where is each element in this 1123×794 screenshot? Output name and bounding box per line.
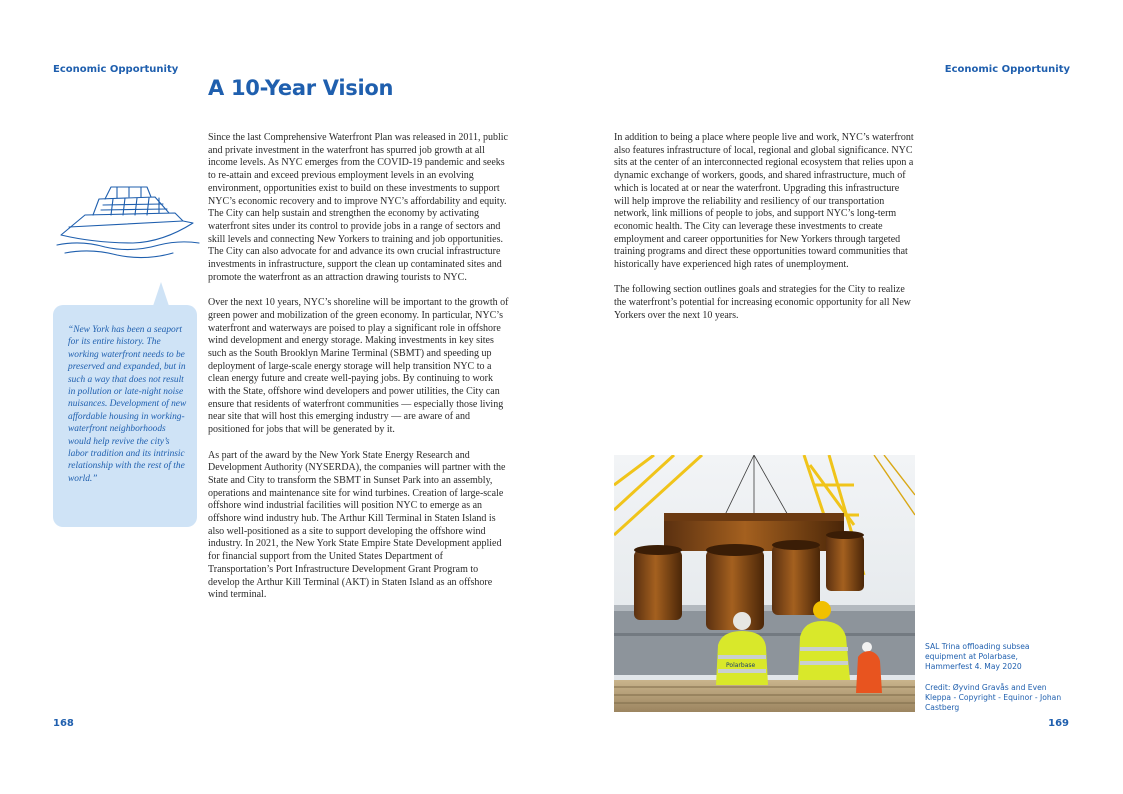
left-text-column xyxy=(208,132,510,615)
boat-illustration xyxy=(55,185,203,265)
right-text-column xyxy=(614,132,914,335)
photo-caption xyxy=(925,642,1065,723)
page-number-left: 168 xyxy=(53,718,74,729)
body-paragraph: In addition to being a place where people live and work, NYC’s waterfront also features infrastructure of local, regional and global significance. NYC sits at the center of an interconnected regional ecosystem that relies upon a dynamic exchange of workers, goods, and shared infrastructure, much of which is located at or near the waterfront. Upgrading this infrastructure will help improve the reliability and resiliency of our transportation network, link millions of people to jobs, and support NYC’s long-term economic health. The City can leverage these investments to create employment and career opportunities for New Yorkers through targeted training programs and direct these opportunities toward communities that historically have experienced high rates of unemployment. xyxy=(614,132,914,271)
section-header-left: Economic Opportunity xyxy=(53,64,179,75)
section-header-right: Economic Opportunity xyxy=(944,64,1070,75)
pull-quote: “New York has been a seaport for its entire history. The working waterfront needs to be preserved and expanded, but in such a way that does not result in pollution or late-night noise nuisances. Development of new affordable housing in working-waterfront neighborhoods would help revive the city’s labor tradition and its intrinsic relationship with the rest of the world.” xyxy=(68,325,187,484)
caption-description: SAL Trina offloading subsea equipment at Polarbase, Hammerfest 4. May 2020 xyxy=(925,642,1030,672)
quote-bubble-tail xyxy=(153,282,169,306)
page-number-right: 169 xyxy=(1048,718,1069,729)
caption-credit: Credit: Øyvind Gravås and Even Kleppa - Copyright - Equinor - Johan Castberg xyxy=(925,682,1062,713)
vest-logo-text: Polarbase xyxy=(726,662,756,669)
page-title: A 10-Year Vision xyxy=(208,76,394,100)
body-paragraph: Over the next 10 years, NYC’s shoreline will be important to the growth of green power and mobilization of the green economy. In particular, NYC’s waterfront and waterways are poised to play a significant role in offshore wind development and energy storage. Making investments in key sites such as the South Brooklyn Marine Terminal (SBMT) and speeding up deployment of large-scale energy storage will help transition NYC to a clean energy future and create well-paying jobs. By continuing to work with the State, offshore wind developers and power utilities, the City can ensure that residents of waterfront communities — especially those living near site that will host this emerging industry — are aware of and positioned for jobs that will be generated by it. xyxy=(208,297,509,436)
port-photo xyxy=(614,455,915,712)
body-paragraph: Since the last Comprehensive Waterfront Plan was released in 2011, public and private investment in the waterfront has spurred job growth at all income levels. As NYC emerges from the COVID-19 pandemic and seeks to re-attain and exceed previous employment levels in an evolving environment, opportunities exist to build on these investments to support NYC’s economic recovery and to improve NYC’s affordability and equity. The City can help sustain and strengthen the economy by activating waterfront sites under its control to provide jobs in a range of sectors and skill levels and connecting New Yorkers to training and job opportunities. The City can also advocate for and advance its own crucial infrastructure investments in infrastructure, support the clean up contaminated sites and promote the waterfront as an attraction drawing tourists to NYC. xyxy=(208,132,508,283)
body-paragraph: The following section outlines goals and strategies for the City to realize the waterfront’s potential for increasing economic opportunity for all New Yorkers over the next 10 years. xyxy=(614,284,911,321)
body-paragraph: As part of the award by the New York State Energy Research and Development Authority (NYSERDA), the companies will partner with the State and City to transform the SBMT in Sunset Park into an assembly, operations and maintenance site for wind turbines. Creation of large-scale offshore wind industrial facilities will position NYC to emerge as an offshore wind industry hub. The Arthur Kill Terminal in Staten Island is also well-positioned as a site to support developing the offshore wind industry. In 2021, the New York State Empire State Development applied for financial support from the United States Department of Transportation’s Port Infrastructure Development Grant Program to develop the Arthur Kill Terminal (AKT) in Staten Island as an offshore wind terminal. xyxy=(208,449,506,601)
